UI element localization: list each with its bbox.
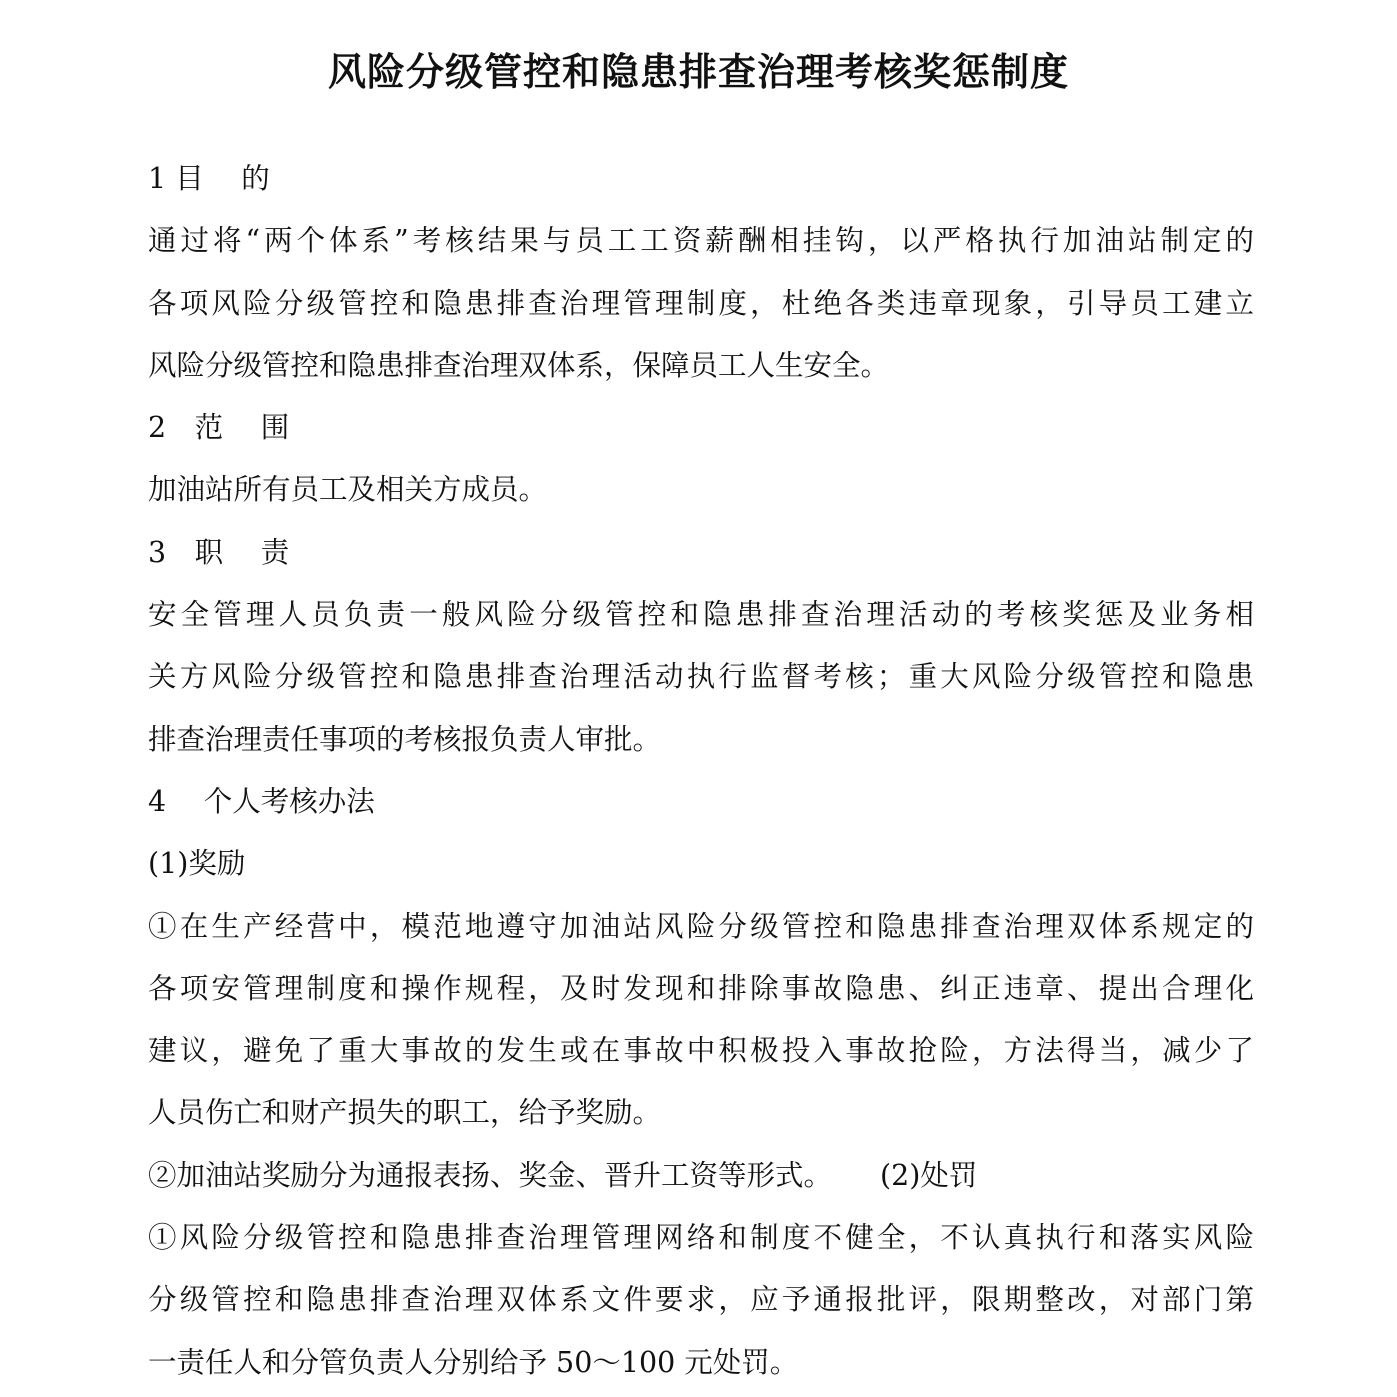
section-heading-scope: 2 范 围 [148, 411, 290, 445]
document-title: 风险分级管控和隐患排查治理考核奖惩制度 [327, 50, 1069, 94]
document-body [148, 148, 1254, 1394]
paragraph-line: 排查治理责任事项的考核报负责人审批。 [148, 722, 662, 756]
paragraph-line: 一责任人和分管负责人分别给予 50～100 元处罚。 [148, 1345, 799, 1379]
section-heading-duties: 3 职 责 [148, 535, 290, 569]
subheading-reward: (1)奖励 [148, 847, 246, 881]
section-heading-purpose: 1 目 的 [148, 162, 270, 195]
reward-form-text: ②加油站奖励分为通报表扬、奖金、晋升工资等形式。 [148, 1158, 833, 1192]
paragraph-line-mixed [148, 1145, 1254, 1207]
paragraph-line: 风险分级管控和隐患排查治理双体系，保障员工人生安全。 [148, 348, 890, 382]
paragraph-line: 分级管控和隐患排查治理双体系文件要求，应予通报批评，限期整改，对部门第 [148, 1283, 1254, 1317]
paragraph-line: 通过将“两个体系”考核结果与员工工资薪酬相挂钩，以严格执行加油站制定的 [148, 224, 1254, 258]
paragraph-line: 安全管理人员负责一般风险分级管控和隐患排查治理活动的考核奖惩及业务相 [148, 598, 1254, 632]
subheading-penalty: (2)处罚 [880, 1158, 978, 1192]
paragraph-line: 各项安管理制度和操作规程，及时发现和排除事故隐患、纠正违章、提出合理化 [148, 971, 1254, 1005]
paragraph-line: ①在生产经营中，模范地遵守加油站风险分级管控和隐患排查治理双体系规定的 [148, 909, 1254, 943]
paragraph-line: 加油站所有员工及相关方成员。 [148, 473, 548, 507]
paragraph-line: ①风险分级管控和隐患排查治理管理网络和制度不健全，不认真执行和落实风险 [148, 1221, 1254, 1255]
paragraph-line: 建议，避免了重大事故的发生或在事故中积极投入事故抢险，方法得当，减少了 [148, 1034, 1254, 1068]
paragraph-line: 人员伤亡和财产损失的职工，给予奖励。 [148, 1096, 662, 1130]
section-heading-assessment: 4 个人考核办法 [148, 784, 375, 818]
paragraph-line: 各项风险分级管控和隐患排查治理管理制度，杜绝各类违章现象，引导员工建立 [148, 286, 1254, 320]
paragraph-line: 关方风险分级管控和隐患排查治理活动执行监督考核；重大风险分级管控和隐患 [148, 660, 1254, 694]
